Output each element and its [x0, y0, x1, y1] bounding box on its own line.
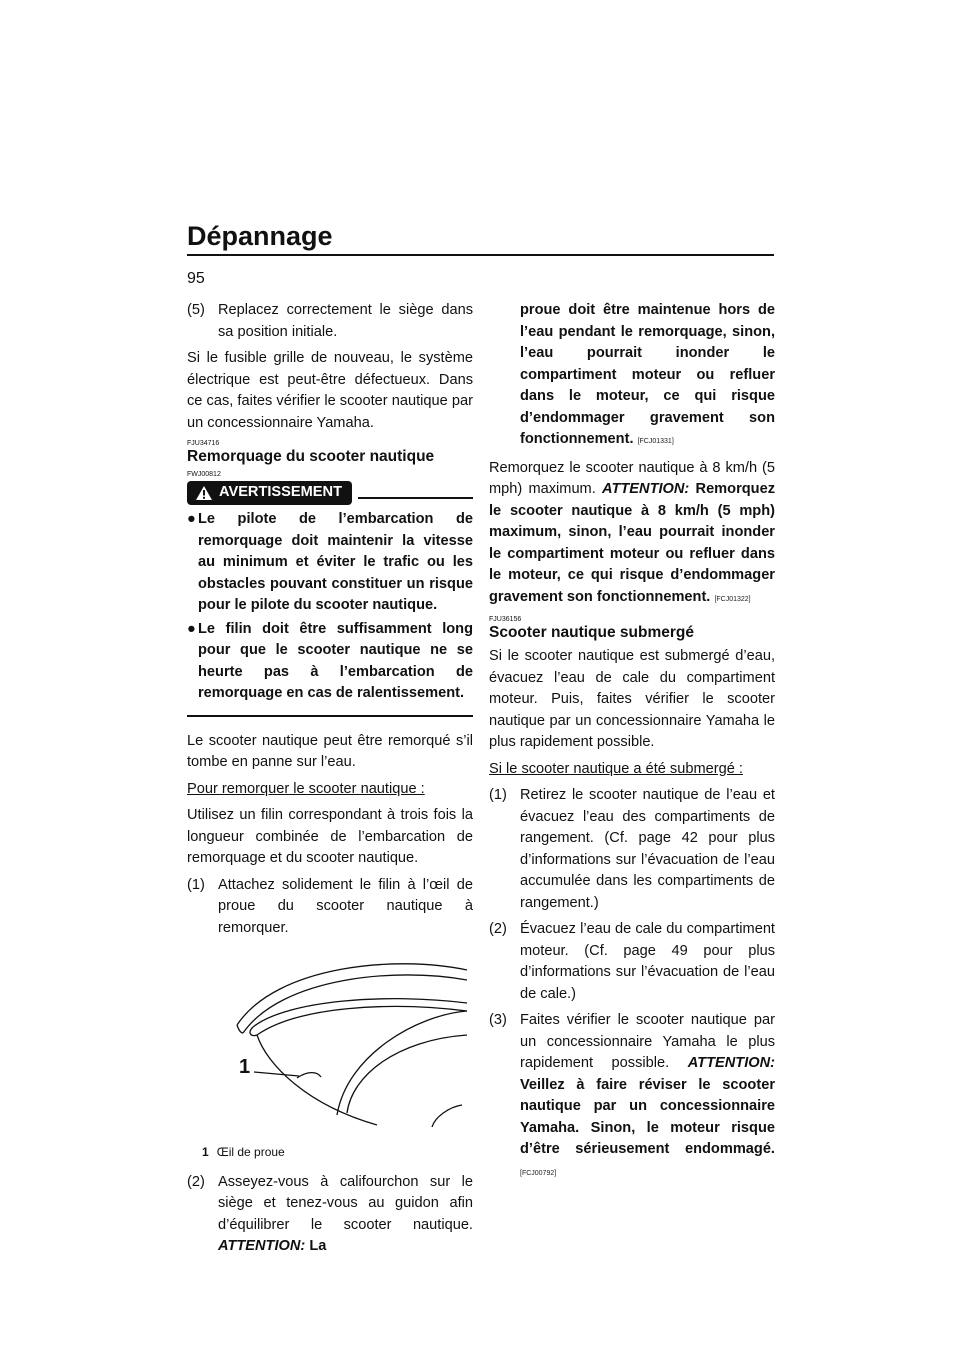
- title-rule: [187, 254, 774, 256]
- step-2: [187, 1172, 473, 1258]
- warning-bullet-text: Le pilote de l’embarcation de remorquage doit maintenir la vitesse au minimum et éviter le trafic ou les obstacles pouvant constituer un risque pour le pilote du scooter nautique.: [198, 511, 473, 613]
- tow-paragraph: Le scooter nautique peut être remorqué s’il tombe en panne sur l’eau.: [187, 732, 473, 770]
- speed-paragraph: [489, 458, 775, 611]
- section-code: FJU36156: [489, 616, 522, 623]
- warning-end-rule: [187, 715, 473, 717]
- step-number: (2): [187, 1173, 205, 1190]
- caption-text: Œil de proue: [216, 1145, 285, 1159]
- rope-paragraph: Utilisez un filin correspondant à trois fois la longueur combinée de l’embarcation de remorquage et du scooter nautique.: [187, 807, 473, 866]
- fuse-paragraph: Si le fusible grille de nouveau, le système électrique est peut-être défectueux. Dans ce cas, faites vérifier le scooter nautique par un concessionnaire Yamaha.: [187, 350, 473, 431]
- warning-bullet-text: Le filin doit être suffisamment long pour que le scooter nautique ne se heurte pas à l’embarcation de remorquage en cas de ralentissement.: [198, 620, 473, 701]
- bullet-dot: ●: [187, 511, 196, 527]
- section-code: FJU34716: [187, 440, 220, 447]
- step-2-continued: [489, 300, 775, 453]
- warning-body: [187, 505, 473, 705]
- step-text: Évacuez l’eau de cale du compartiment moteur. (Cf. page 49 pour plus d’informations sur l’évacuation de l’eau de cale.): [520, 921, 775, 1002]
- speed-attention-text: Remorquez le scooter nautique à 8 km/h (5 mph) maximum, sinon, l’eau pourrait inonder le compartiment moteur ou refluer dans le moteur, ce qui risque d’endommager gravement son fonctionnement.: [489, 481, 775, 605]
- warning-bullet: [187, 509, 473, 617]
- caution-code: [FCJ01331]: [637, 438, 674, 445]
- submerged-subheading: Si le scooter nautique a été submergé :: [489, 760, 743, 777]
- attention-label: ATTENTION:: [687, 1055, 775, 1071]
- tow-subheading: Pour remorquer le scooter nautique :: [187, 780, 425, 797]
- towing-heading: Remorquage du scooter nautique: [187, 448, 435, 465]
- right-column: [489, 300, 775, 1189]
- submerged-step-1: [489, 785, 775, 914]
- attention-label: ATTENTION:: [218, 1238, 306, 1254]
- submerged-step-3: [489, 1010, 775, 1184]
- attention-text-start: La: [309, 1238, 327, 1254]
- bow-illustration-svg: [187, 945, 473, 1140]
- step-5: [187, 300, 473, 343]
- warning-code: FWJ00812: [187, 471, 221, 478]
- submerged-step-2: [489, 919, 775, 1005]
- step-text: Attachez solidement le filin à l’œil de proue du scooter nautique à remorquer.: [218, 876, 473, 936]
- step-number: (2): [489, 921, 507, 937]
- submerged-heading: Scooter nautique submergé: [489, 624, 694, 641]
- warning-header: [187, 481, 473, 505]
- step-text: Retirez le scooter nautique de l’eau et évacuez l’eau des compartiments de rangement. (Cf. page 42 pour plus d’informations sur l’évacuation de l’eau accumulée dans les compartiments de rangement.): [520, 787, 775, 911]
- left-column: [187, 300, 473, 1263]
- step-text: [218, 1172, 473, 1258]
- submerged-paragraph: Si le scooter nautique est submergé d’eau, évacuez l’eau de cale du compartiment moteur. Puis, faites vérifier le scooter nautique par un concessionnaire Yamaha le plus rapidement possible.: [489, 648, 775, 750]
- caution-code: [FCJ01322]: [714, 595, 751, 603]
- attention-text-continued: proue doit être maintenue hors de l’eau pendant le remorquage, sinon, l’eau pourrait inonder le compartiment moteur ou refluer dans le moteur, ce qui risque d’endommager gravement son fonctionnement.: [520, 302, 775, 447]
- bow-eye-illustration: [187, 945, 473, 1140]
- step-number: (3): [489, 1012, 507, 1028]
- caution-code: [FCJ00792]: [520, 1169, 557, 1177]
- figure-caption: [202, 1142, 473, 1164]
- caption-key: 1: [202, 1145, 209, 1159]
- bullet-dot: ●: [187, 620, 196, 637]
- page-number: 95: [187, 270, 205, 287]
- step-2-text: Asseyez-vous à califourchon sur le siège et tenez-vous au guidon afin d’équilibrer le scooter nautique.: [218, 1173, 473, 1233]
- warning-triangle-icon: [195, 485, 213, 501]
- step-text: Replacez correctement le siège dans sa position initiale.: [218, 302, 473, 340]
- warning-label: AVERTISSEMENT: [219, 484, 342, 501]
- page-title: Dépannage: [187, 221, 333, 251]
- step-number: (1): [489, 787, 507, 803]
- step-number: (1): [187, 876, 205, 893]
- step-1: [187, 875, 473, 940]
- step-3-attention-text: Veillez à faire réviser le scooter nautique par un concessionnaire Yamaha. Sinon, le moteur risque d’être sérieusement endommagé.: [520, 1076, 775, 1157]
- speed-text: Remorquez le scooter nautique à 8 km/h (5 mph) maximum.: [489, 459, 775, 497]
- figure-callout: 1: [239, 1056, 251, 1078]
- step-number: (5): [187, 302, 205, 318]
- step-3-text: Faites vérifier le scooter nautique par un concessionnaire Yamaha le plus rapidement possible.: [520, 1012, 775, 1071]
- attention-label: ATTENTION:: [602, 481, 690, 497]
- warning-rule: [358, 497, 473, 499]
- warning-badge: [187, 481, 352, 505]
- warning-bullet: [187, 619, 473, 705]
